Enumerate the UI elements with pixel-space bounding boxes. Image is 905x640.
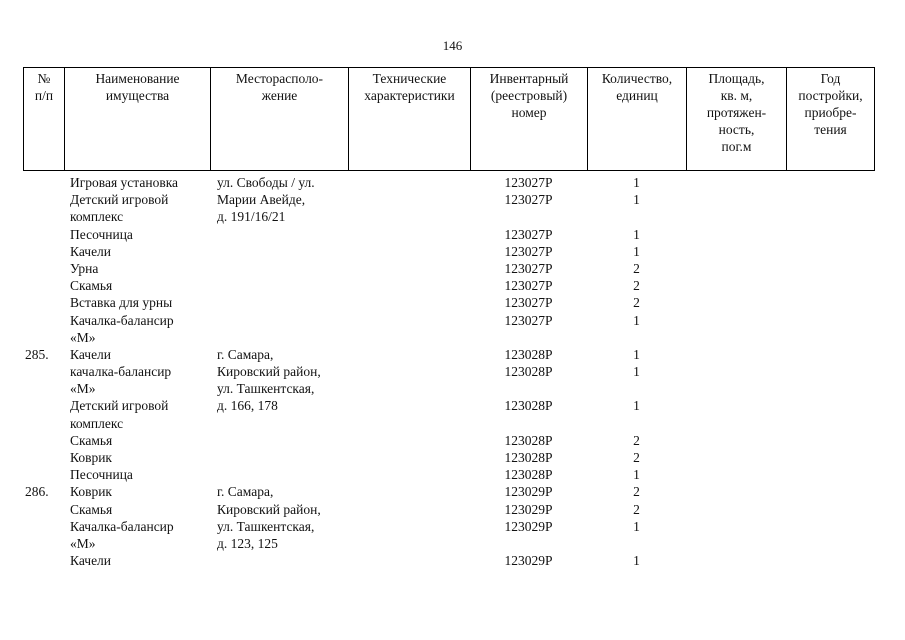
item-location: ул. Ташкентская, <box>217 518 315 534</box>
table-row <box>23 260 875 277</box>
row-number <box>23 552 64 569</box>
item-quantity: 2 <box>633 260 640 276</box>
header-inventory-number: Инвентарный (реестровый) номер <box>471 68 588 170</box>
item-technical <box>348 466 470 483</box>
item-technical <box>348 483 470 500</box>
item-quantity: 1 <box>633 553 640 569</box>
item-location <box>210 552 348 569</box>
inventory-number: 123027Р <box>504 260 553 276</box>
table-row <box>23 174 875 191</box>
item-name: Скамья <box>70 501 113 517</box>
item-year <box>786 329 875 346</box>
item-area <box>686 329 786 346</box>
header-name: Наименование имущества <box>65 68 211 170</box>
item-quantity: 1 <box>633 312 640 328</box>
item-quantity: 1 <box>633 364 640 380</box>
row-number <box>23 208 64 225</box>
item-year <box>786 397 875 414</box>
item-name: комплекс <box>70 415 124 431</box>
item-area <box>686 312 786 329</box>
inventory-number: 123028Р <box>504 432 553 448</box>
item-name: «М» <box>70 535 96 551</box>
item-technical <box>348 552 470 569</box>
item-year <box>786 363 875 380</box>
table-row <box>23 243 875 260</box>
table-row <box>23 191 875 208</box>
item-quantity: 1 <box>633 243 640 259</box>
item-area <box>686 243 786 260</box>
item-name: Качели <box>70 243 112 259</box>
item-technical <box>348 208 470 225</box>
row-number: 286. <box>25 484 49 500</box>
item-name: Качели <box>70 553 112 569</box>
row-number <box>23 449 64 466</box>
item-technical <box>348 501 470 518</box>
header-quantity: Количество, единиц <box>588 68 687 170</box>
table-row <box>23 449 875 466</box>
row-number <box>23 432 64 449</box>
item-technical <box>348 363 470 380</box>
item-location <box>210 415 348 432</box>
row-number <box>23 535 64 552</box>
table-body <box>23 174 875 569</box>
item-location <box>210 294 348 311</box>
item-location <box>210 277 348 294</box>
item-location <box>210 432 348 449</box>
item-location: д. 166, 178 <box>217 398 278 414</box>
item-technical <box>348 312 470 329</box>
table-row <box>23 501 875 518</box>
item-technical <box>348 380 470 397</box>
table-header <box>23 67 875 171</box>
table-row <box>23 329 875 346</box>
row-number <box>23 518 64 535</box>
item-area <box>686 260 786 277</box>
inventory-number <box>470 415 587 432</box>
row-number <box>23 397 64 414</box>
header-number: № п/п <box>24 68 65 170</box>
inventory-number <box>470 535 587 552</box>
table-row <box>23 277 875 294</box>
inventory-number: 123028Р <box>504 450 553 465</box>
item-location <box>210 260 348 277</box>
item-year <box>786 346 875 363</box>
item-technical <box>348 449 470 466</box>
table-row <box>23 518 875 535</box>
item-technical <box>348 346 470 363</box>
item-year <box>786 432 875 449</box>
inventory-number: 123029Р <box>504 518 553 534</box>
item-name: Песочница <box>70 467 133 483</box>
inventory-number: 123027Р <box>504 278 553 294</box>
inventory-number: 123027Р <box>504 175 553 190</box>
item-name: Урна <box>70 260 99 276</box>
item-technical <box>348 174 470 191</box>
item-quantity: 2 <box>633 278 640 294</box>
item-location: г. Самара, <box>217 346 274 362</box>
item-technical <box>348 294 470 311</box>
item-quantity <box>587 380 686 397</box>
item-name: качалка-балансир <box>70 364 172 380</box>
row-number <box>23 191 64 208</box>
inventory-number: 123027Р <box>504 192 553 208</box>
item-location <box>210 449 348 466</box>
table-row <box>23 294 875 311</box>
item-technical <box>348 397 470 414</box>
item-quantity: 2 <box>633 484 640 500</box>
item-area <box>686 277 786 294</box>
row-number <box>23 363 64 380</box>
item-area <box>686 294 786 311</box>
item-name: комплекс <box>70 209 124 225</box>
inventory-number: 123028Р <box>504 364 553 380</box>
inventory-number: 123028Р <box>504 467 553 483</box>
item-technical <box>348 518 470 535</box>
item-name: Детский игровой <box>70 192 169 208</box>
row-number <box>23 174 64 191</box>
item-area <box>686 415 786 432</box>
item-year <box>786 466 875 483</box>
item-year <box>786 226 875 243</box>
row-number <box>23 380 64 397</box>
item-technical <box>348 243 470 260</box>
item-location: д. 123, 125 <box>217 535 278 551</box>
item-name: «М» <box>70 381 96 397</box>
header-location: Месторасполо- жение <box>211 68 349 170</box>
item-area <box>686 449 786 466</box>
item-name: Качалка-балансир <box>70 518 174 534</box>
item-technical <box>348 191 470 208</box>
item-year <box>786 277 875 294</box>
table-row <box>23 397 875 414</box>
item-name: Песочница <box>70 226 133 242</box>
inventory-number: 123027Р <box>504 295 553 311</box>
item-name: Качели <box>70 346 112 362</box>
header-technical: Технические характеристики <box>349 68 471 170</box>
item-name: Коврик <box>70 450 112 465</box>
item-year <box>786 243 875 260</box>
item-year <box>786 501 875 518</box>
item-area <box>686 518 786 535</box>
item-name: Вставка для урны <box>70 295 173 311</box>
item-name: Скамья <box>70 278 113 294</box>
row-number <box>23 415 64 432</box>
item-technical <box>348 277 470 294</box>
table-row <box>23 483 875 500</box>
item-area <box>686 501 786 518</box>
inventory-number: 123028Р <box>504 346 553 362</box>
item-year <box>786 483 875 500</box>
item-quantity: 1 <box>633 175 640 190</box>
item-area <box>686 397 786 414</box>
table-row <box>23 208 875 225</box>
item-technical <box>348 535 470 552</box>
item-name: Скамья <box>70 432 113 448</box>
table-row <box>23 363 875 380</box>
item-area <box>686 466 786 483</box>
item-quantity: 1 <box>633 467 640 483</box>
item-area <box>686 483 786 500</box>
inventory-number: 123027Р <box>504 243 553 259</box>
inventory-number: 123029Р <box>504 501 553 517</box>
inventory-number: 123029Р <box>504 553 553 569</box>
item-area <box>686 226 786 243</box>
item-area <box>686 363 786 380</box>
table-row <box>23 415 875 432</box>
inventory-number: 123027Р <box>504 312 553 328</box>
item-location: ул. Ташкентская, <box>217 381 315 397</box>
item-year <box>786 191 875 208</box>
item-location: Марии Авейде, <box>217 192 306 208</box>
item-area <box>686 552 786 569</box>
inventory-number: 123029Р <box>504 484 553 500</box>
table-row <box>23 380 875 397</box>
row-number <box>23 277 64 294</box>
item-quantity: 1 <box>633 398 640 414</box>
inventory-number: 123028Р <box>504 398 553 414</box>
row-number <box>23 226 64 243</box>
item-quantity: 1 <box>633 192 640 208</box>
item-location <box>210 466 348 483</box>
item-area <box>686 208 786 225</box>
item-location <box>210 329 348 346</box>
item-area <box>686 535 786 552</box>
inventory-number <box>470 329 587 346</box>
item-quantity: 1 <box>633 226 640 242</box>
inventory-number: 123027Р <box>504 226 553 242</box>
item-technical <box>348 226 470 243</box>
item-area <box>686 191 786 208</box>
item-year <box>786 552 875 569</box>
row-number <box>23 243 64 260</box>
item-name: «М» <box>70 329 96 345</box>
item-year <box>786 449 875 466</box>
item-location <box>210 243 348 260</box>
item-name: Коврик <box>70 484 112 500</box>
row-number <box>23 260 64 277</box>
table-row <box>23 312 875 329</box>
item-year <box>786 260 875 277</box>
item-quantity <box>587 329 686 346</box>
item-location: Кировский район, <box>217 501 321 517</box>
table-row <box>23 346 875 363</box>
item-name: Качалка-балансир <box>70 312 174 328</box>
item-year <box>786 294 875 311</box>
item-year <box>786 208 875 225</box>
header-year: Год постройки, приобре- тения <box>798 71 863 137</box>
inventory-number <box>470 380 587 397</box>
page-number: 146 <box>442 38 463 53</box>
table-row <box>23 432 875 449</box>
row-number <box>23 312 64 329</box>
table-row <box>23 535 875 552</box>
item-year <box>786 312 875 329</box>
item-year <box>786 535 875 552</box>
item-location: ул. Свободы / ул. <box>217 175 315 190</box>
row-number: 285. <box>25 346 49 362</box>
item-area <box>686 346 786 363</box>
item-location: д. 191/16/21 <box>217 209 286 225</box>
row-number <box>23 294 64 311</box>
item-location: г. Самара, <box>217 484 274 500</box>
item-quantity <box>587 415 686 432</box>
item-technical <box>348 415 470 432</box>
item-technical <box>348 329 470 346</box>
header-area: Площадь, кв. м, протяжен- ность, пог.м <box>687 68 787 170</box>
item-location <box>210 312 348 329</box>
item-year <box>786 174 875 191</box>
item-year <box>786 415 875 432</box>
table-row <box>23 466 875 483</box>
item-year <box>786 518 875 535</box>
row-number <box>23 329 64 346</box>
item-area <box>686 174 786 191</box>
item-location: Кировский район, <box>217 364 321 380</box>
item-area <box>686 432 786 449</box>
item-quantity <box>587 208 686 225</box>
row-number <box>23 466 64 483</box>
item-quantity: 2 <box>633 432 640 448</box>
item-quantity: 2 <box>633 450 640 465</box>
item-quantity: 1 <box>633 346 640 362</box>
item-quantity: 1 <box>633 518 640 534</box>
item-year <box>786 380 875 397</box>
item-quantity: 2 <box>633 501 640 517</box>
item-location <box>210 226 348 243</box>
item-area <box>686 380 786 397</box>
item-technical <box>348 432 470 449</box>
item-technical <box>348 260 470 277</box>
item-name: Игровая установка <box>70 175 179 190</box>
inventory-number <box>470 208 587 225</box>
item-quantity: 2 <box>633 295 640 311</box>
item-quantity <box>587 535 686 552</box>
table-row <box>23 226 875 243</box>
item-name: Детский игровой <box>70 398 169 414</box>
row-number <box>23 501 64 518</box>
table-row <box>23 552 875 569</box>
